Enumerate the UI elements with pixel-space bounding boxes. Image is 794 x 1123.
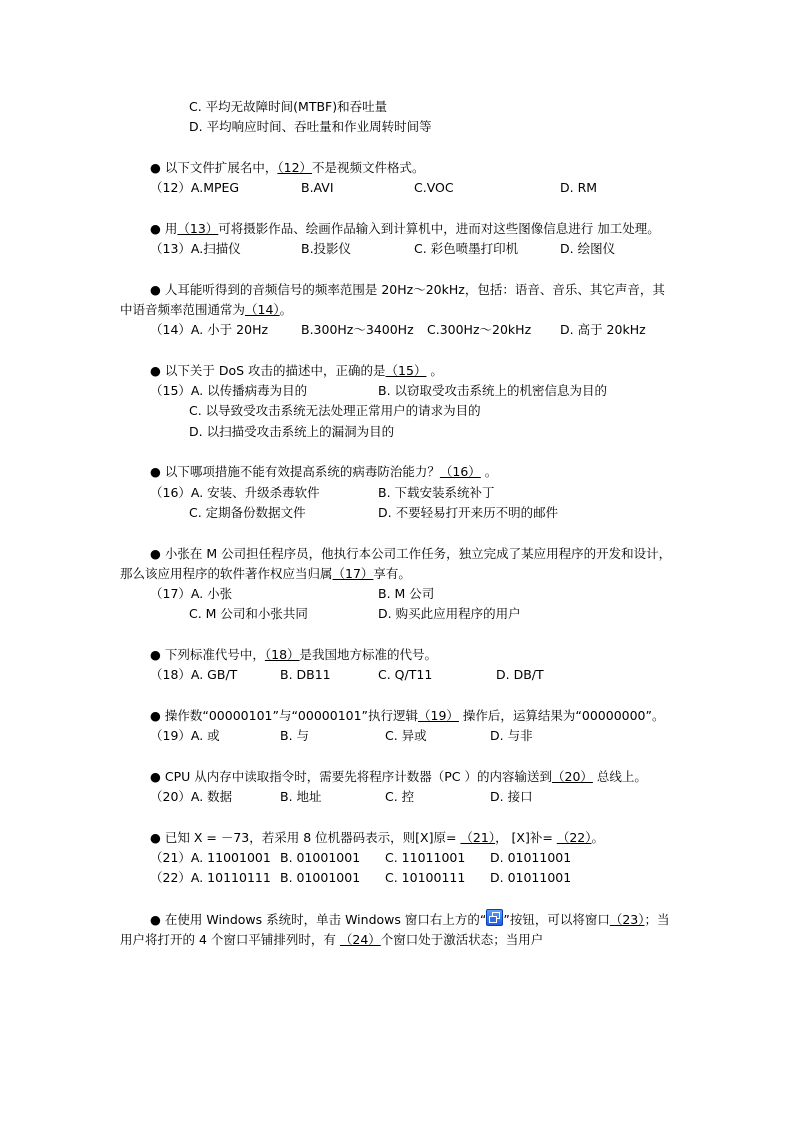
question-text: ● 以下哪项措施不能有效提高系统的病毒防治能力？ [150,464,440,480]
option-row [120,381,680,401]
block-gap [120,138,680,158]
option-text: C. 彩色喷墨打印机 [414,241,519,257]
option-text: D. RM [560,180,598,196]
question-text: ● 用 [150,220,178,236]
answer-blank: （14） [245,301,280,317]
option-row [120,868,680,888]
option-text: D. 接口 [490,789,533,805]
question-text: 不是视频文件格式。 [312,159,425,175]
question-19-stem [120,706,676,726]
question-text: 。 [426,362,443,378]
option-text: （13）A.扫描仪 [150,241,241,257]
question-text: ● 下列标准代号中， [150,647,265,663]
answer-blank: （24） [339,932,381,948]
option-text: B. DB11 [280,667,331,683]
exam-document [120,97,680,950]
question-text: ● 在使用 Windows 系统时，单击 Windows 窗口右上方的“ [150,911,487,927]
question-text: 。 [279,301,293,317]
option-row [120,178,680,198]
question-18-stem [120,645,676,665]
option-text: （22）A. 10110111 [150,870,271,886]
answer-blank: （21） [460,829,496,845]
question-13-stem [120,219,676,239]
option-row [120,483,680,503]
question-text: 是我国地方标准的代号。 [299,647,438,663]
option-text: D. 以扫描受攻击系统上的漏洞为目的 [189,423,395,439]
option-text: C. Q/T11 [378,667,433,683]
option-text: B. 与 [280,728,310,744]
option-text: D. 01011001 [490,849,572,865]
option-text: B.AVI [301,180,334,196]
answer-blank: （16） [439,464,481,480]
option-text: C. 异或 [385,728,427,744]
answer-blank: （15） [385,362,427,378]
answer-blank: （18） [264,647,300,663]
answer-blank: （13） [177,220,219,236]
option-text: C. 控 [385,789,415,805]
option-row [120,665,680,685]
option-row [120,503,680,523]
question-20-stem [120,767,676,787]
option-row [120,320,680,340]
block-gap [120,807,680,827]
question-17-stem [120,544,676,585]
option-text: （17）A. 小张 [150,586,233,602]
question-text: 个窗口处于激活状态；当用户 [380,932,544,948]
option-text: C. 10100111 [385,870,466,886]
question-text: 。 [591,829,604,845]
question-text: 。 [480,464,498,480]
option-row [120,117,680,137]
option-row [120,401,680,421]
question-text: ● 操作数“00000101”与“00000101”执行逻辑 [150,707,419,723]
answer-blank: （17） [332,565,374,581]
option-text: B. M 公司 [378,586,435,602]
option-row [120,584,680,604]
question-text: ● 已知 X = －73，若采用 8 位机器码表示，则[X]原= [150,829,461,845]
option-text: （12）A.MPEG [150,180,240,196]
block-gap [120,625,680,645]
option-text: （14）A. 小于 20Hz [150,322,269,338]
answer-blank: （20） [552,768,593,784]
block-gap [120,523,680,543]
block-gap [120,442,680,462]
option-text: C. 平均无故障时间(MTBF)和吞吐量 [189,99,388,114]
option-row [120,848,680,868]
option-text: C. 以导致受攻击系统无法处理正常用户的请求为目的 [189,403,481,419]
option-text: C. 定期备份数据文件 [189,504,306,520]
answer-blank: （12） [277,159,313,175]
restore-window-icon [486,909,503,926]
question-text: ， [X]补= [495,829,557,845]
option-text: （16）A. 安装、升级杀毒软件 [150,484,320,500]
option-text: B. 以窃取受攻击系统上的机密信息为目的 [378,383,608,399]
option-text: D. DB/T [496,667,544,683]
answer-blank: （22） [556,829,592,845]
option-text: C. 11011001 [385,849,466,865]
block-gap [120,259,680,279]
question-text: ● 以下文件扩展名中， [150,159,278,175]
option-text: D. 高于 20kHz [560,322,646,338]
option-text: D. 购买此应用程序的用户 [378,606,521,622]
block-gap [120,889,680,909]
option-text: C. M 公司和小张共同 [189,606,308,622]
option-text: B.300Hz～3400Hz [301,322,414,338]
option-text: B. 01001001 [280,849,361,865]
question-23-stem [120,909,676,951]
option-text: D. 01011001 [490,870,572,886]
block-gap [120,341,680,361]
option-text: D. 平均响应时间、吞吐量和作业周转时间等 [189,119,432,135]
option-row [120,726,680,746]
option-text: B. 下载安装系统补丁 [378,484,495,500]
question-text: 总线上。 [592,768,647,784]
option-text: （21）A. 11001001 [150,849,271,865]
option-text: C.300Hz～20kHz [427,322,532,338]
option-row [120,604,680,624]
question-16-stem [120,462,676,482]
option-text: C.VOC [414,180,454,196]
option-text: （15）A. 以传播病毒为目的 [150,383,308,399]
option-text: （20）A. 数据 [150,789,233,805]
block-gap [120,686,680,706]
answer-blank: （19） [418,707,459,723]
question-21-stem [120,828,676,848]
option-row [120,239,680,259]
question-text: 操作后，运算结果为“00000000”。 [458,707,665,723]
option-row [120,422,680,442]
question-text: 享有。 [373,565,411,581]
option-text: B. 地址 [280,789,322,805]
question-text: 可将摄影作品、绘画作品输入到计算机中，进而对这些图像信息进行 加工处理。 [218,220,660,236]
option-text: D. 与非 [490,728,533,744]
answer-blank: （23） [609,911,645,927]
option-text: （18）A. GB/T [150,667,238,683]
block-gap [120,198,680,218]
question-text: ”按钮，可以将窗口 [503,911,610,927]
option-text: B.投影仪 [301,241,352,257]
option-text: B. 01001001 [280,870,361,886]
question-14-stem [120,280,676,321]
question-text: ● CPU 从内存中读取指令时，需要先将程序计数器（PC ）的内容输送到 [150,768,553,784]
question-15-stem [120,361,676,381]
option-row [120,787,680,807]
question-12-stem [120,158,676,178]
option-text: （19）A. 或 [150,728,220,744]
option-row [120,97,680,117]
question-text: ；当用户将打开的 4 个窗口平铺排列时，有 [120,911,670,948]
option-text: D. 不要轻易打开来历不明的邮件 [378,504,559,520]
option-text: D. 绘图仪 [560,241,616,257]
question-text: ● 小张在 M 公司担任程序员，他执行本公司工作任务，独立完成了某应用程序的开发和设计，那么该应用程序的软件著作权应当归属 [120,545,672,581]
block-gap [120,747,680,767]
question-text: ● 以下关于 DoS 攻击的描述中，正确的是 [150,362,386,378]
question-text: ● 人耳能听得到的音频信号的频率范围是 20Hz～20kHz，包括：语音、音乐、其它声音，其中语音频率范围通常为 [120,281,665,317]
